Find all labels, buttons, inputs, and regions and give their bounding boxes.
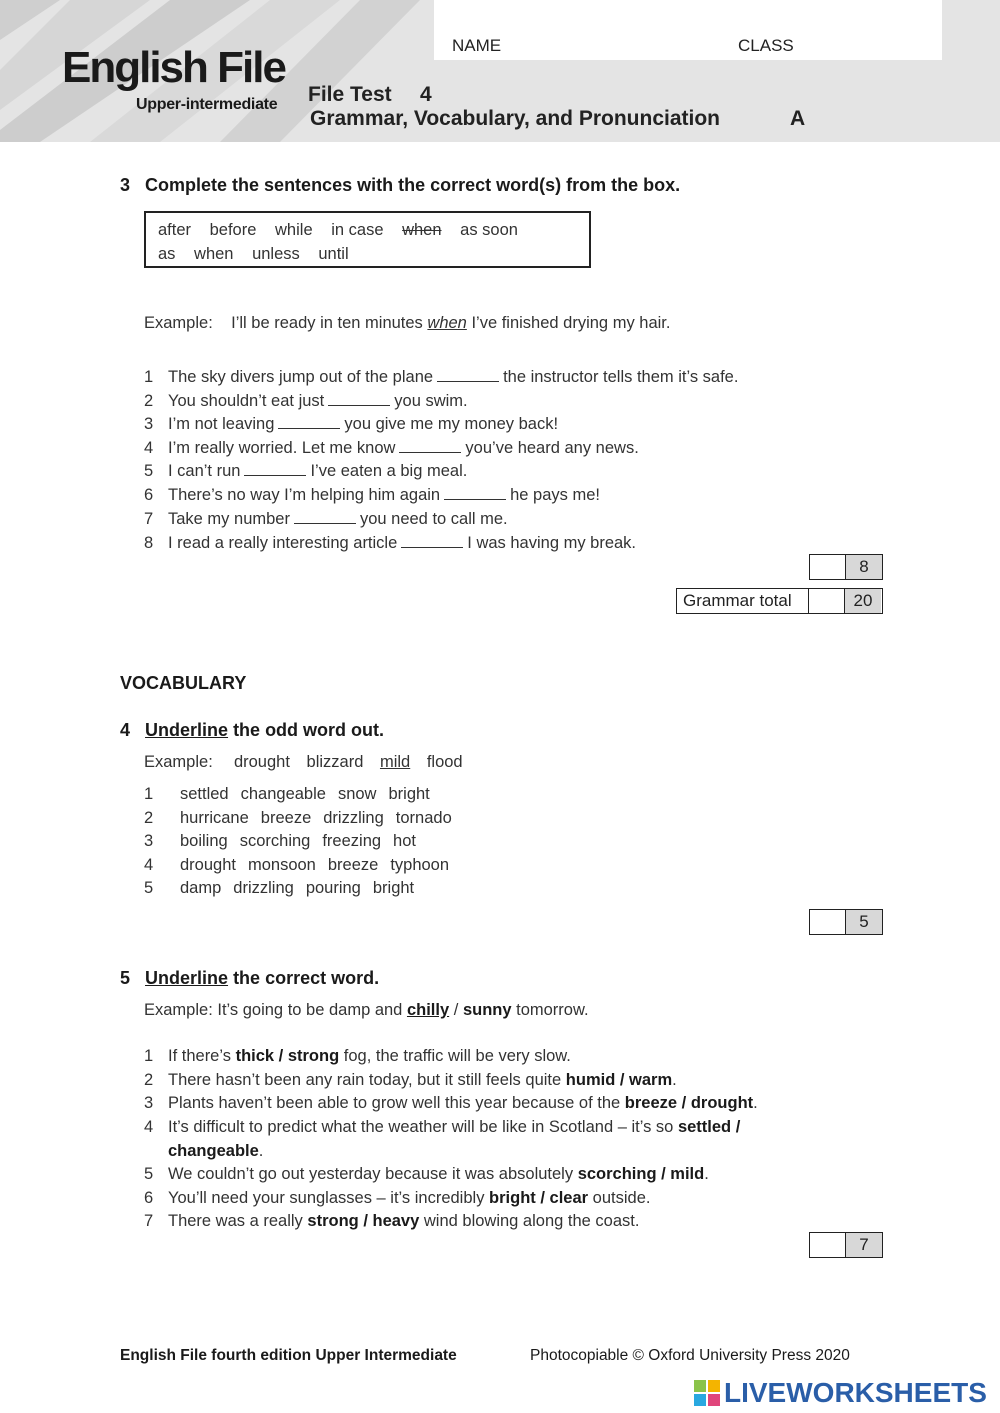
box-word: before	[209, 221, 257, 239]
q4-score-box	[809, 909, 883, 935]
item-number: 1	[144, 368, 154, 386]
answer-blank[interactable]	[399, 441, 461, 453]
odd-word-option[interactable]: pouring	[305, 879, 361, 897]
word-options[interactable]: humid / warm	[565, 1071, 673, 1089]
liveworksheets-text: LIVEWORKSHEETS	[724, 1377, 987, 1408]
q5-item	[144, 1071, 677, 1090]
footer-book-title: English File fourth edition Upper Intermediate	[120, 1347, 457, 1364]
odd-word-option[interactable]: tornado	[395, 809, 452, 827]
item-number: 5	[144, 1165, 154, 1183]
box-word: until	[318, 245, 349, 263]
q5-item-continuation	[168, 1142, 263, 1161]
odd-word-option[interactable]: settled	[180, 785, 229, 803]
item-number: 1	[144, 1047, 154, 1065]
example-after: I’ve finished drying my hair.	[471, 314, 671, 332]
q4-item	[144, 809, 464, 828]
q3-item	[144, 415, 558, 434]
odd-word: flood	[426, 753, 463, 771]
item-number: 6	[144, 1189, 154, 1207]
q3-item	[144, 368, 738, 387]
q3-item	[144, 392, 468, 411]
q3-number: 3	[120, 175, 131, 195]
q4-item	[144, 785, 442, 804]
item-number: 3	[144, 415, 154, 433]
item-text: fog, the traffic will be very slow.	[343, 1047, 571, 1065]
item-text: I’m really worried. Let me know	[168, 439, 396, 457]
q4-example	[144, 753, 475, 772]
odd-word-option[interactable]: boiling	[180, 832, 228, 850]
item-text: the instructor tells them it’s safe.	[503, 368, 739, 386]
liveworksheets-logo[interactable]	[694, 1376, 987, 1410]
example-label: Example:	[144, 753, 213, 771]
odd-word: drought	[233, 753, 290, 771]
item-text: I’m not leaving	[168, 415, 275, 433]
q5-item	[144, 1118, 740, 1137]
score-entry-cell[interactable]	[810, 910, 846, 934]
item-number: 4	[144, 1118, 154, 1136]
item-text: If there’s	[168, 1047, 231, 1065]
item-number: 3	[144, 832, 154, 850]
example-option-underlined: chilly	[406, 1001, 450, 1019]
word-options[interactable]: changeable	[168, 1142, 259, 1160]
name-label: NAME	[452, 36, 502, 55]
answer-blank[interactable]	[278, 417, 340, 429]
item-text: Plants haven’t been able to grow well this year because of the	[168, 1094, 621, 1112]
odd-word-option[interactable]: typhoon	[390, 856, 450, 874]
q5-item	[144, 1094, 758, 1113]
odd-word-underlined: mild	[379, 753, 411, 771]
answer-blank[interactable]	[444, 488, 506, 500]
q5-instruction-rest: the correct word.	[233, 968, 380, 988]
test-version: A	[790, 107, 806, 130]
item-text: You shouldn’t eat just	[168, 392, 325, 410]
q5-number: 5	[120, 968, 131, 988]
q3-item	[144, 439, 639, 458]
odd-word-option[interactable]: breeze	[327, 856, 379, 874]
odd-word: blizzard	[306, 753, 364, 771]
score-max: 8	[846, 555, 882, 579]
item-number: 6	[144, 486, 154, 504]
item-number: 2	[144, 1071, 154, 1089]
odd-word-option[interactable]: changeable	[240, 785, 326, 803]
odd-word-option[interactable]: damp	[180, 879, 222, 897]
answer-blank[interactable]	[401, 536, 463, 548]
item-number: 2	[144, 809, 154, 827]
word-options[interactable]: thick / strong	[235, 1047, 340, 1065]
box-word: while	[275, 221, 313, 239]
score-entry-cell[interactable]	[810, 555, 846, 579]
item-text: I’ve eaten a big meal.	[310, 462, 468, 480]
footer-copyright: Photocopiable © Oxford University Press 2020	[530, 1347, 850, 1364]
q4-instruction-rest: the odd word out.	[233, 720, 385, 740]
odd-word-option[interactable]: drizzling	[233, 879, 294, 897]
odd-word-option[interactable]: monsoon	[247, 856, 316, 874]
word-box	[144, 211, 591, 268]
example-label: Example:	[144, 314, 213, 332]
box-word: in case	[331, 221, 384, 239]
q3-instruction: Complete the sentences with the correct word(s) from the box.	[145, 175, 681, 195]
item-text: .	[704, 1165, 709, 1183]
q3-item	[144, 534, 636, 553]
odd-word-option[interactable]: drought	[180, 856, 236, 874]
box-word: as	[158, 245, 176, 263]
answer-blank[interactable]	[244, 464, 306, 476]
item-number: 5	[144, 879, 154, 897]
item-text: .	[753, 1094, 758, 1112]
answer-blank[interactable]	[294, 512, 356, 524]
odd-word-option[interactable]: breeze	[260, 809, 312, 827]
q4-item	[144, 856, 461, 875]
item-text: .	[258, 1142, 264, 1160]
item-number: 4	[144, 439, 154, 457]
name-class-box	[434, 0, 942, 60]
word-box-line-2	[158, 242, 589, 266]
box-word: after	[158, 221, 192, 239]
odd-word-option[interactable]: scorching	[239, 832, 311, 850]
q4-heading	[120, 720, 384, 741]
odd-word-option[interactable]: drizzling	[323, 809, 384, 827]
grammar-total-label: Grammar total	[677, 589, 809, 613]
item-number: 5	[144, 462, 154, 480]
item-text: There’s no way I’m helping him again	[168, 486, 441, 504]
item-text: I was having my break.	[467, 534, 637, 552]
liveworksheets-icon	[694, 1380, 720, 1406]
item-number: 2	[144, 392, 154, 410]
grammar-total-max: 20	[845, 589, 881, 613]
grammar-total-box	[676, 588, 883, 614]
word-options[interactable]: strong / heavy	[307, 1212, 420, 1230]
box-word: unless	[252, 245, 300, 263]
class-label: CLASS	[738, 36, 794, 55]
score-entry-cell[interactable]	[810, 1233, 846, 1257]
item-text: You’ll need your sunglasses – it’s incredibly	[168, 1189, 485, 1207]
item-number: 7	[144, 510, 154, 528]
header-band	[0, 0, 1000, 142]
q3-item	[144, 462, 467, 481]
q5-heading	[120, 968, 379, 989]
q5-instruction-underlined: Underline	[145, 968, 229, 988]
item-text: you give me my money back!	[344, 415, 559, 433]
odd-word-option[interactable]: snow	[337, 785, 377, 803]
odd-word-option[interactable]: bright	[372, 879, 415, 897]
item-text: he pays me!	[510, 486, 600, 504]
word-options[interactable]: bright / clear	[489, 1189, 589, 1207]
item-text: It’s difficult to predict what the weather will be like in Scotland – it’s so	[168, 1118, 674, 1136]
item-number: 4	[144, 856, 154, 874]
answer-blank[interactable]	[328, 394, 390, 406]
item-number: 7	[144, 1212, 154, 1230]
q5-item	[144, 1212, 639, 1231]
item-text: We couldn’t go out yesterday because it was absolutely	[168, 1165, 574, 1183]
q3-score-box	[809, 554, 883, 580]
item-text: you’ve heard any news.	[465, 439, 639, 457]
item-text: .	[672, 1071, 677, 1089]
odd-word-option[interactable]: hurricane	[180, 809, 249, 827]
q3-example	[144, 314, 670, 333]
item-text: outside.	[592, 1189, 651, 1207]
q4-number: 4	[120, 720, 131, 740]
odd-word-option[interactable]: freezing	[322, 832, 382, 850]
item-number: 1	[144, 785, 154, 803]
item-text: I can’t run	[168, 462, 241, 480]
q4-instruction-underlined: Underline	[145, 720, 229, 740]
q3-heading	[120, 175, 680, 196]
q5-item	[144, 1047, 571, 1066]
file-test-label: File Test	[308, 83, 392, 106]
item-text: you need to call me.	[359, 510, 508, 528]
q5-item	[144, 1165, 709, 1184]
item-text: There hasn’t been any rain today, but it still feels quite	[168, 1071, 562, 1089]
example-separator: /	[453, 1001, 459, 1019]
q5-score-box	[809, 1232, 883, 1258]
answer-blank[interactable]	[437, 370, 499, 382]
q3-item	[144, 510, 508, 529]
score-max: 7	[846, 1233, 882, 1257]
vocabulary-heading: VOCABULARY	[120, 673, 247, 693]
logo-subtitle: Upper-intermediate	[136, 96, 278, 113]
example-option: sunny	[462, 1001, 512, 1019]
item-text: There was a really	[168, 1212, 303, 1230]
item-text: you swim.	[394, 392, 468, 410]
item-text: The sky divers jump out of the plane	[168, 368, 434, 386]
file-test-number: 4	[420, 83, 432, 106]
word-options[interactable]: scorching / mild	[577, 1165, 705, 1183]
word-options[interactable]: breeze / drought	[624, 1094, 754, 1112]
box-word-crossed: when	[402, 221, 442, 239]
word-box-line-1	[158, 218, 589, 242]
item-text: I read a really interesting article	[168, 534, 398, 552]
logo-title: English File	[62, 43, 285, 92]
item-text: Take my number	[168, 510, 290, 528]
box-word: as soon	[460, 221, 518, 239]
example-answer: when	[427, 314, 467, 332]
q5-item	[144, 1189, 650, 1208]
item-text: wind blowing along the coast.	[423, 1212, 640, 1230]
q5-example	[144, 1001, 589, 1020]
grammar-total-entry-cell[interactable]	[809, 589, 845, 613]
example-before: I’ll be ready in ten minutes	[231, 314, 423, 332]
item-number: 3	[144, 1094, 154, 1112]
odd-word-option[interactable]: hot	[393, 832, 416, 850]
item-number: 8	[144, 534, 154, 552]
q4-item	[144, 832, 428, 851]
example-prefix: Example: It’s going to be damp and	[144, 1001, 403, 1019]
odd-word-option[interactable]: bright	[388, 785, 430, 803]
score-max: 5	[846, 910, 882, 934]
q4-item	[144, 879, 426, 898]
q3-item	[144, 486, 600, 505]
box-word: when	[194, 245, 234, 263]
test-subtitle: Grammar, Vocabulary, and Pronunciation	[310, 107, 720, 130]
example-suffix: tomorrow.	[516, 1001, 589, 1019]
word-options[interactable]: settled /	[677, 1118, 741, 1136]
